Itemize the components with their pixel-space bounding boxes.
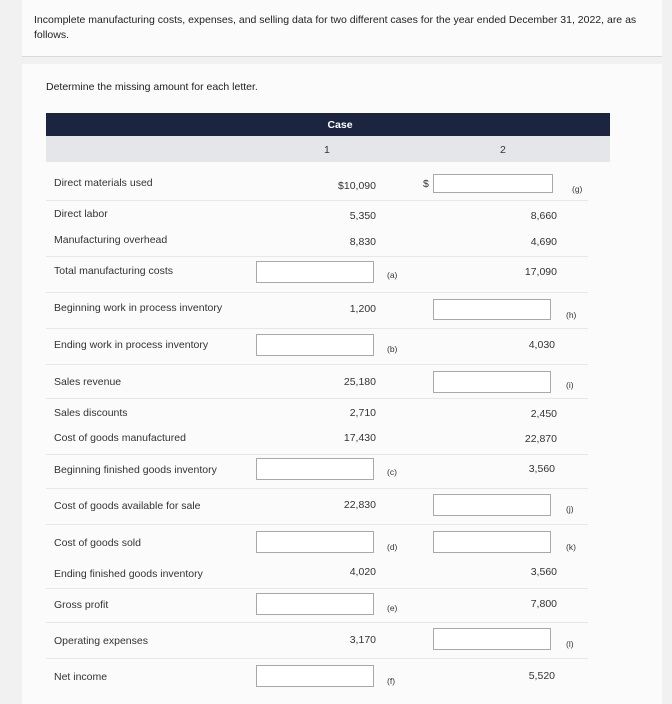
case1-net-income-input[interactable] — [256, 665, 374, 687]
row-label-beginning-wip: Beginning work in process inventory — [54, 302, 223, 314]
intro-text: Incomplete manufacturing costs, expenses, and selling data for two different cases for the year ended December 31, 2022, are as follows. — [34, 14, 637, 41]
row-label-net-income: Net income — [54, 671, 108, 683]
letter-k: (k) — [566, 542, 576, 552]
letter-e: (e) — [387, 603, 398, 613]
case2-goods-available-input[interactable] — [433, 494, 551, 516]
case-2-label: 2 — [500, 144, 506, 156]
letter-l: (l) — [566, 639, 574, 649]
row-label-beginning-finished-goods: Beginning finished goods inventory — [54, 464, 217, 476]
row-label-direct-materials: Direct materials used — [54, 177, 153, 189]
row-label-cogm: Cost of goods manufactured — [54, 432, 186, 444]
case2-ending-wip: 4,030 — [528, 339, 555, 351]
letter-f: (f) — [387, 676, 396, 686]
case2-sales-discounts: 2,450 — [530, 408, 557, 420]
row-label-ending-wip: Ending work in process inventory — [54, 339, 209, 351]
case2-direct-materials-input[interactable] — [433, 174, 553, 193]
row-divider — [46, 364, 588, 365]
row-label-sales-discounts: Sales discounts — [54, 407, 128, 419]
row-divider — [46, 588, 588, 589]
row-label-total-manufacturing-costs: Total manufacturing costs — [54, 265, 174, 277]
case1-goods-available: 22,830 — [343, 499, 376, 511]
row-label-goods-available: Cost of goods available for sale — [54, 500, 201, 512]
row-label-manufacturing-overhead: Manufacturing overhead — [54, 234, 168, 246]
case1-cogs-input[interactable] — [256, 531, 374, 553]
case1-direct-materials: $10,090 — [338, 180, 376, 192]
case1-direct-labor: 5,350 — [349, 210, 376, 222]
case1-ending-wip-input[interactable] — [256, 334, 374, 356]
row-label-operating-expenses: Operating expenses — [54, 635, 148, 647]
row-divider — [46, 292, 588, 293]
row-label-direct-labor: Direct labor — [54, 208, 108, 220]
letter-c: (c) — [387, 467, 397, 477]
case2-sales-revenue-input[interactable] — [433, 371, 551, 393]
letter-a: (a) — [387, 270, 398, 280]
letter-h: (h) — [566, 310, 577, 320]
case1-total-manufacturing-costs-input[interactable] — [256, 261, 374, 283]
case1-sales-revenue: 25,180 — [343, 376, 376, 388]
letter-b: (b) — [387, 344, 398, 354]
case2-net-income: 5,520 — [528, 670, 555, 682]
row-divider — [46, 658, 588, 659]
instruction-text: Determine the missing amount for each letter. — [46, 81, 258, 93]
case2-manufacturing-overhead: 4,690 — [530, 236, 557, 248]
case-1-label: 1 — [324, 144, 330, 156]
case1-ending-finished-goods: 4,020 — [349, 566, 376, 578]
row-divider — [46, 200, 588, 201]
row-label-ending-finished-goods: Ending finished goods inventory — [54, 568, 203, 580]
row-label-gross-profit: Gross profit — [54, 599, 109, 611]
letter-g: (g) — [572, 184, 583, 194]
letter-j: (j) — [566, 504, 574, 514]
table-header — [46, 113, 610, 136]
row-divider — [46, 328, 588, 329]
row-label-cogs: Cost of goods sold — [54, 537, 141, 549]
case2-cogm: 22,870 — [524, 433, 557, 445]
case1-manufacturing-overhead: 8,830 — [349, 236, 376, 248]
row-divider — [46, 524, 588, 525]
letter-i: (i) — [566, 380, 574, 390]
case2-direct-labor: 8,660 — [530, 210, 557, 222]
case2-beginning-wip-input[interactable] — [433, 299, 551, 320]
case1-beginning-wip: 1,200 — [349, 303, 376, 315]
case1-operating-expenses: 3,170 — [349, 634, 376, 646]
row-divider — [46, 622, 588, 623]
case1-gross-profit-input[interactable] — [256, 593, 374, 615]
row-divider — [46, 454, 588, 455]
case1-cogm: 17,430 — [343, 432, 376, 444]
dollar-sign: $ — [423, 178, 429, 190]
case2-ending-finished-goods: 3,560 — [530, 566, 557, 578]
case2-operating-expenses-input[interactable] — [433, 628, 551, 650]
row-divider — [46, 488, 588, 489]
row-divider — [46, 398, 588, 399]
row-label-sales-revenue: Sales revenue — [54, 376, 122, 388]
letter-d: (d) — [387, 542, 398, 552]
case2-beginning-finished-goods: 3,560 — [528, 463, 555, 475]
row-divider — [46, 256, 588, 257]
case2-total-manufacturing-costs: 17,090 — [524, 266, 557, 278]
intro-card — [22, 0, 662, 57]
case-header-label: Case — [327, 119, 353, 131]
case1-sales-discounts: 2,710 — [349, 407, 376, 419]
case2-gross-profit: 7,800 — [530, 598, 557, 610]
case-subheader — [46, 136, 610, 162]
case2-cogs-input[interactable] — [433, 531, 551, 553]
case1-beginning-finished-goods-input[interactable] — [256, 458, 374, 480]
